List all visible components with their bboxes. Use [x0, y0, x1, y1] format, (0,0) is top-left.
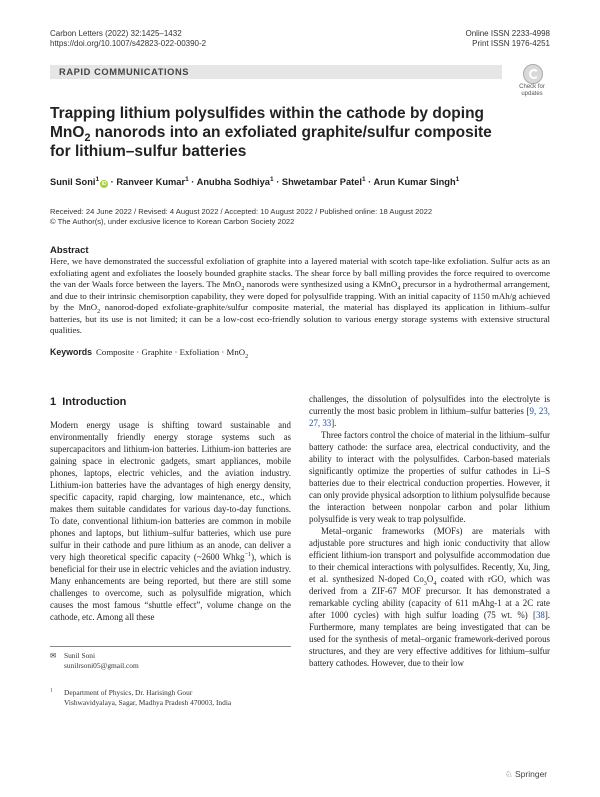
corresponding-author: ✉ Sunil Soni sunilrsoni05@gmail.com	[50, 651, 291, 670]
citation-link[interactable]: 9, 23, 27, 33	[309, 406, 550, 428]
check-for-updates-button[interactable]	[514, 64, 550, 96]
author-name[interactable]: Ranveer Kumar	[116, 177, 186, 187]
email-link[interactable]: sunilrsoni05@gmail.com	[64, 660, 139, 670]
copyright: © The Author(s), under exclusive licence to Korean Carbon Society 2022	[50, 217, 295, 226]
mail-icon: ✉	[50, 651, 57, 660]
paragraph: Metal–organic frameworks (MOFs) are materials with adjustable pore structures and high ionic conductivity that allow efficient lithium-ion transport and polysulfide accommodation due to their chemical interactions with polysulfides. Recently, Xu, Jing, et al. synthesized N-doped $Co_3O_4$ coated with rGO, which was derived from a ZIF-67 MOF precursor. It has demonstrated a remarkable cycling ability (capacity of 611 mAhg-1 at a 2C rate after 1000 cycles) with high sulfur loading (75 wt. %) [38]. Furthermore, many templates are being investigated that can be used for the synthesis of metal–organic framework-derived porous structures, and they are very effective additives for lithium–sulfur battery cathodes. However, due to their low	[309, 526, 550, 668]
author-name[interactable]: Arun Kumar Singh	[373, 177, 456, 187]
section-heading: 1 Introduction	[50, 396, 127, 408]
print-issn: Print ISSN 1976-4251	[472, 39, 550, 48]
paragraph: Modern energy usage is shifting toward sustainable and environmentally friendly energy storage systems such as supercapacitors and lithium-ion batteries. Lithium-ion batteries are gaining space in electronic gadgets, smart appliances, mobile phones, laptops, electric vehicles, and the aviation industry. Lithium-ion batteries have the advantages of high energy density, specific capacity, rapid charging, low maintenance, etc., which makes them suitable candidates for various day-to-day functions. To date, conventional lithium-ion batteries are common in mobile phones and laptops, but lithium–sulfur batteries, which use pure sulfur in their cathode and pure lithium as an anode, can deliver a very high theoretical specific capacity (~2600 Whkg$^{-1}$), which is beneficial for their use in electric vehicles and the aviation industry. Many enhancements are being reported, but there are still some challenges to overcome, such as polysulfide migration, which causes the most famous “shuttle effect”, volume change on the cathode, etc. Among all these	[50, 420, 291, 622]
orcid-icon[interactable]: iD	[101, 181, 107, 187]
footnote-divider	[50, 646, 291, 647]
article-title: Trapping lithium polysulfides within the cathode by doping MnO$_2$ nanorods into an exfoliated graphite/sulfur composite for lithium–sulfur batteries	[50, 105, 492, 160]
author-name[interactable]: Shwetambar Patel	[281, 177, 362, 187]
keywords: Keywords Composite · Graphite · Exfoliation · MnO$_2$	[50, 347, 249, 360]
author-name[interactable]: Sunil Soni	[50, 177, 96, 187]
running-header-right	[350, 29, 550, 49]
springer-horse-icon: ♘	[505, 769, 513, 779]
publisher-logo: ♘ Springer	[505, 769, 548, 779]
author-list: Sunil Soni$^1$iD · Ranveer Kumar$^1$ · Anubha Sodhiya$^1$ · Shwetambar Patel$^1$ · Arun Kumar Singh$^1$	[50, 175, 460, 187]
author-name[interactable]: Anubha Sodhiya	[196, 177, 270, 187]
publication-dates	[50, 207, 550, 227]
check-updates-icon	[523, 64, 543, 84]
paragraph: Three factors control the choice of material in the lithium–sulfur battery cathode: the surface area, electrical conductivity, and the ability to interact with the polysulfides. Carbon-based materials significantly optimize the properties of sulfur cathodes in Li–S batteries due to their electrical conduction properties. However, it can only provide physical adsorption to lithium polysulfide because the interaction between nonpolar carbon and polar lithium polysulfide is very weak to trap polysulfide.	[309, 430, 550, 524]
history-dates: Received: 24 June 2022 / Revised: 4 August 2022 / Accepted: 10 August 2022 / Published online: 18 August 2022	[50, 207, 433, 216]
running-header-left	[50, 29, 310, 49]
body-column-right	[309, 393, 550, 669]
paragraph: challenges, the dissolution of polysulfides into the electrolyte is currently the most basic problem in lithium–sulfur batteries [9, 23, 27, 33].	[309, 394, 550, 428]
doi-link[interactable]: https://doi.org/10.1007/s42823-022-00390-2	[50, 39, 207, 48]
keywords-label: Keywords	[50, 347, 93, 357]
article-type: RAPID COMMUNICATIONS	[59, 67, 190, 77]
journal-citation: Carbon Letters (2022) 32:1425–1432	[50, 29, 182, 38]
affiliation: $^1$ Department of Physics, Dr. Harisingh Gour Vishwavidyalaya, Sagar, Madhya Pradesh 470003, India	[50, 687, 232, 707]
check-updates-line2: updates	[521, 91, 543, 97]
online-issn: Online ISSN 2233-4998	[465, 29, 550, 38]
body-column-left	[50, 419, 291, 623]
check-updates-line1: Check for	[519, 84, 545, 90]
abstract-heading: Abstract	[50, 245, 89, 256]
abstract-text: Here, we have demonstrated the successful exfoliation of graphite into a layered material with scotch tape-like exfoliation. Sulfur acts as an exfoliating agent and exfoliates the loosely bounded graphite stacks. The shear force by ball milling provides the force required to overcome the van der Waals force between the layers. The MnO$_2$ nanorods were synthesized using a KMnO$_4$ precursor in a hydrothermal arrangement, and due to their intrinsic chemisorption capability, they were doped for polysulfide trapping. With an initial capacity of 1150 mAh/g achieved by the MnO$_2$ nanorod-doped exfoliate-graphite/sulfur composite material, the material has displayed its application in lithium–sulfur batteries, but its use is not limited; it can be a low-cost eco-friendly solution to various energy storage systems with extensive structural qualities.	[50, 256, 551, 335]
citation-link[interactable]: 38	[535, 610, 545, 620]
